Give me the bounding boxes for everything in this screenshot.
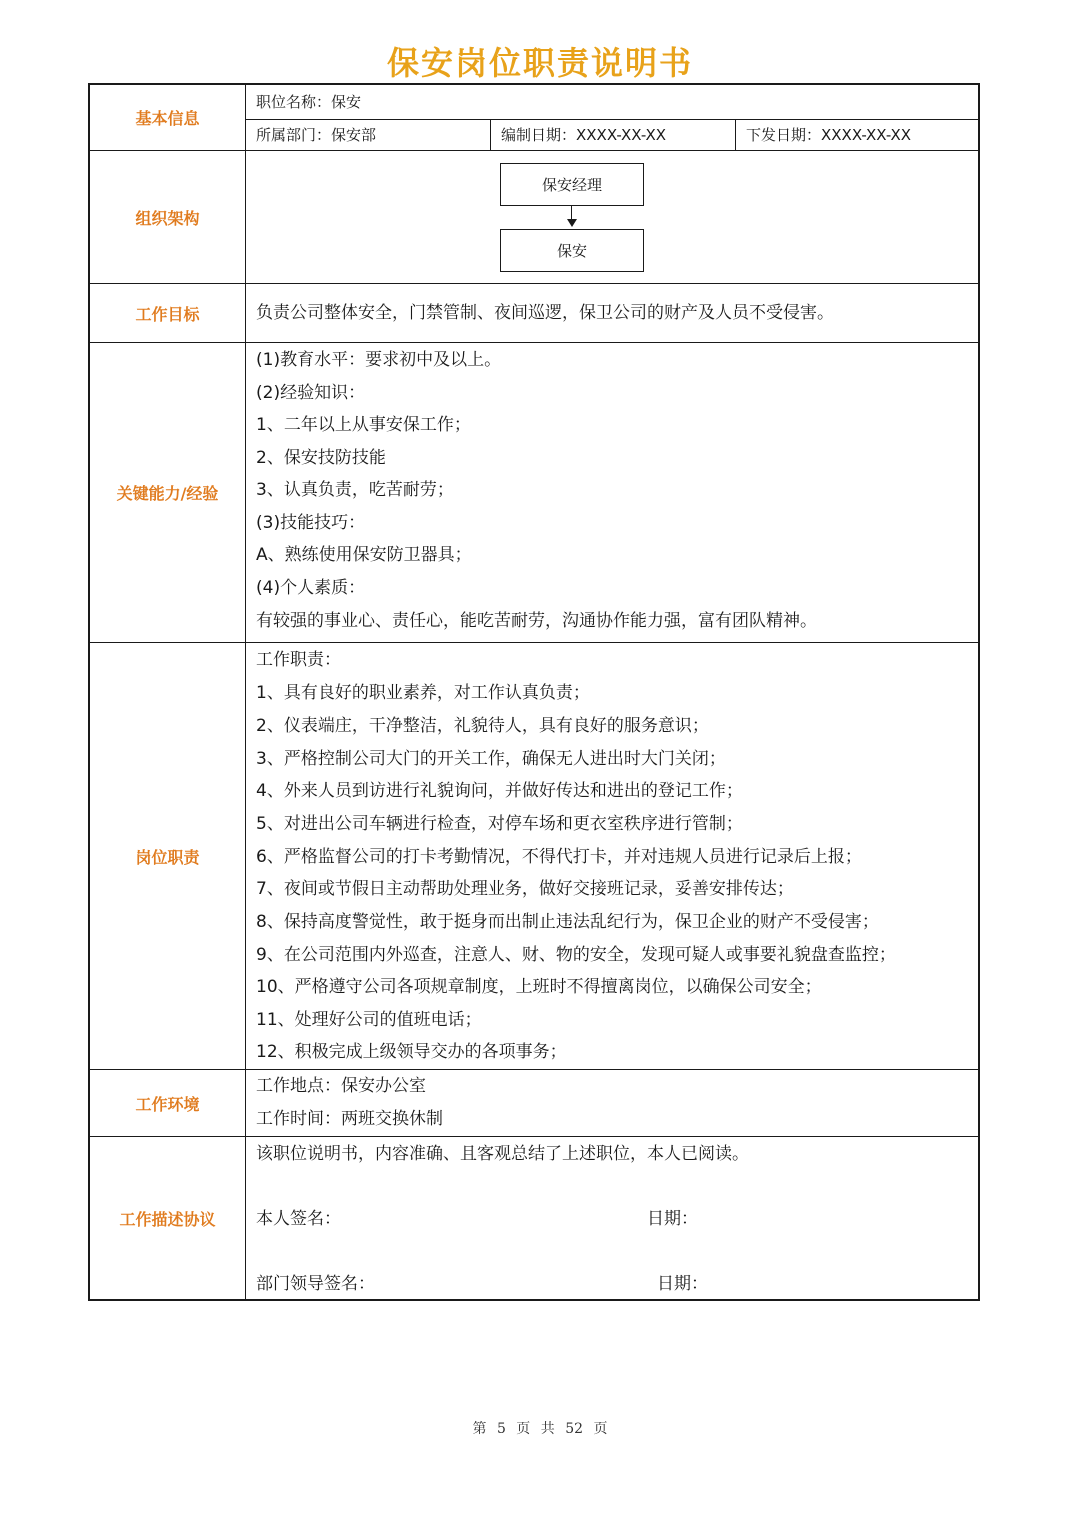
duty-line: 2、仪表端庄，干净整洁，礼貌待人，具有良好的服务意识； (256, 716, 709, 736)
ability-line: (2)经验知识： (256, 383, 366, 403)
self-date-label: 日期： (647, 1209, 698, 1229)
duty-line: 3、严格控制公司大门的开关工作，确保无人进出时大门关闭； (256, 749, 726, 769)
row-key-ability (90, 343, 978, 643)
ability-line: 1、二年以上从事安保工作； (256, 415, 471, 435)
duty-line: 11、处理好公司的值班电话； (256, 1010, 482, 1030)
work-agreement-content (246, 1137, 978, 1299)
ability-line: 3、认真负责，吃苦耐劳； (256, 480, 454, 500)
duty-line: 7、夜间或节假日主动帮助处理业务，做好交接班记录，妥善安排传达； (256, 879, 794, 899)
key-ability-content (246, 343, 978, 642)
label-work-goal: 工作目标 (90, 284, 246, 342)
leader-signature-label: 部门领导签名： (256, 1274, 375, 1294)
label-work-environment: 工作环境 (90, 1070, 246, 1136)
org-box-guard: 保安 (500, 229, 644, 272)
ability-line: 2、保安技防技能 (256, 448, 386, 468)
work-goal-text: 负责公司整体安全，门禁管制、夜间巡逻，保卫公司的财产及人员不受侵害。 (256, 303, 834, 323)
work-environment-content (246, 1070, 978, 1136)
org-connector (571, 206, 572, 220)
ability-line: (3)技能技巧： (256, 513, 366, 533)
ability-line: 有较强的事业心、责任心，能吃苦耐劳，沟通协作能力强，富有团队精神。 (256, 611, 817, 631)
row-work-environment (90, 1070, 978, 1137)
duty-line: 9、在公司范围内外巡查，注意人、财、物的安全，发现可疑人或事要礼貌盘查监控； (256, 945, 896, 965)
org-chart (246, 151, 978, 283)
basic-info-content (246, 85, 978, 150)
duty-line: 5、对进出公司车辆进行检查，对停车场和更衣室秩序进行管制； (256, 814, 743, 834)
job-duties-content (246, 643, 978, 1069)
position-name: 职位名称：保安 (256, 93, 362, 111)
label-org-structure: 组织架构 (90, 151, 246, 283)
work-location: 工作地点：保安办公室 (256, 1076, 426, 1096)
label-key-ability: 关键能力/经验 (90, 343, 246, 642)
department: 所属部门：保安部 (246, 120, 491, 151)
duty-line: 工作职责： (256, 650, 341, 670)
arrow-down-icon (567, 219, 577, 227)
label-job-duties: 岗位职责 (90, 643, 246, 1069)
ability-line: A、熟练使用保安防卫器具； (256, 545, 472, 565)
duty-line: 4、外来人员到访进行礼貌询问，并做好传达和进出的登记工作； (256, 781, 743, 801)
row-job-duties (90, 643, 978, 1070)
org-box-manager: 保安经理 (500, 163, 644, 206)
row-org-structure (90, 151, 978, 284)
job-description-table (88, 83, 980, 1301)
label-work-agreement: 工作描述协议 (90, 1137, 246, 1299)
duty-line: 12、积极完成上级领导交办的各项事务； (256, 1042, 567, 1062)
compile-date: 编制日期：XXXX-XX-XX (491, 120, 736, 151)
row-basic-info (90, 85, 978, 151)
self-signature-label: 本人签名： (256, 1209, 341, 1229)
ability-line: (4)个人素质： (256, 578, 366, 598)
duty-line: 10、严格遵守公司各项规章制度，上班时不得擅离岗位，以确保公司安全； (256, 977, 822, 997)
document-title: 保安岗位职责说明书 (386, 44, 693, 82)
ability-line: (1)教育水平：要求初中及以上。 (256, 350, 502, 370)
duty-line: 6、严格监督公司的打卡考勤情况，不得代打卡，并对违规人员进行记录后上报； (256, 847, 862, 867)
duty-line: 1、具有良好的职业素养，对工作认真负责； (256, 683, 590, 703)
basic-info-bottom (246, 120, 978, 151)
issue-date: 下发日期：XXXX-XX-XX (746, 126, 912, 144)
agreement-statement: 该职位说明书，内容准确、且客观总结了上述职位，本人已阅读。 (256, 1144, 749, 1164)
work-goal-content (246, 284, 978, 342)
label-basic-info: 基本信息 (90, 85, 246, 150)
duty-line: 8、保持高度警觉性，敢于挺身而出制止违法乱纪行为，保卫企业的财产不受侵害； (256, 912, 879, 932)
page-number: 第 5 页 共 52 页 (472, 1421, 608, 1437)
row-work-agreement (90, 1137, 978, 1299)
leader-date-label: 日期： (657, 1274, 708, 1294)
row-work-goal (90, 284, 978, 343)
work-time: 工作时间：两班交换休制 (256, 1109, 443, 1129)
basic-info-top (246, 85, 978, 120)
